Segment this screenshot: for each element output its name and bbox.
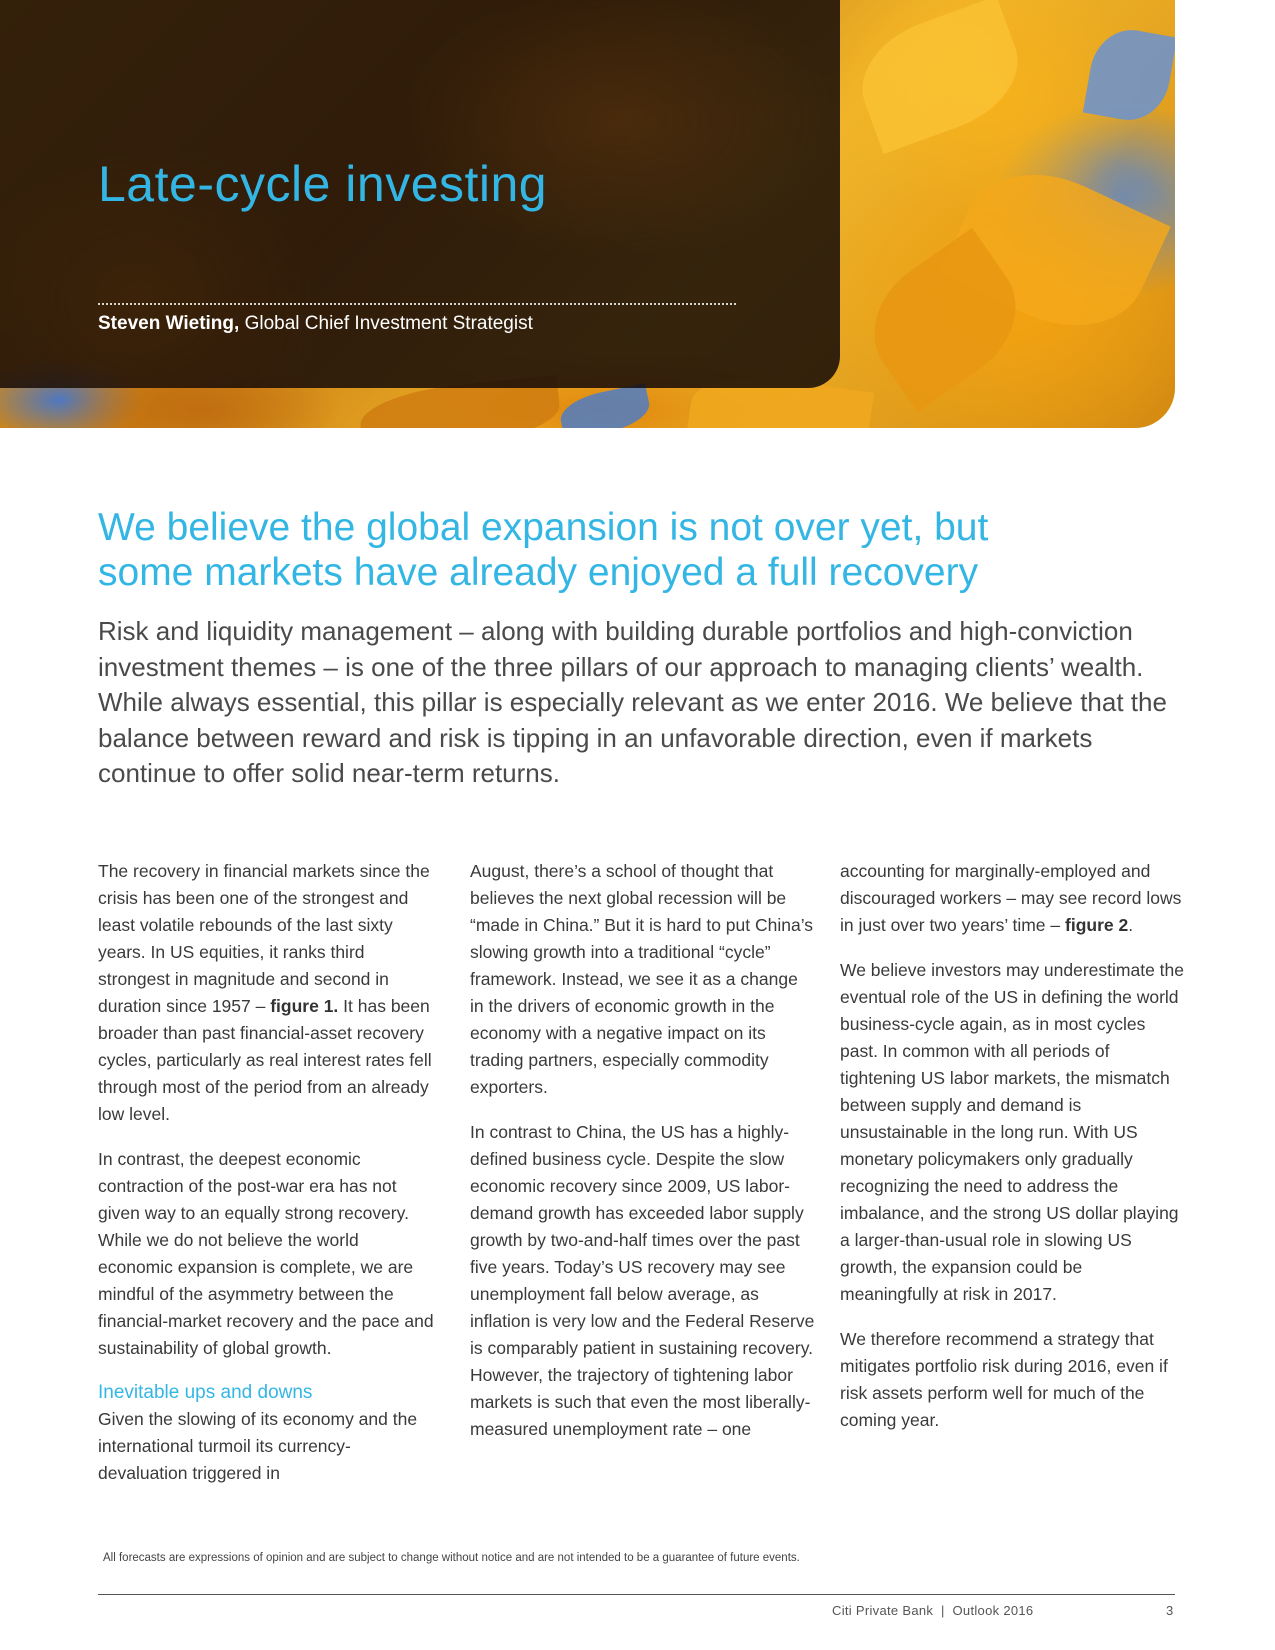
paragraph: In contrast to China, the US has a highly-defined business cycle. Despite the slow economic recovery since 2009, US labor-demand growth has exceeded labor supply growth by two-and-half times over the past five years. Today’s US recovery may see unemployment fall below average, as inflation is very low and the Federal Reserve is comparably patient in sustaining recovery. However, the trajectory of tightening labor markets is such that even the most liberally-measured unemployment rate – one	[470, 1122, 815, 1439]
author-byline	[98, 313, 533, 335]
paragraph: In contrast, the deepest economic contraction of the post-war era has not given way to an equally strong recovery. While we do not believe the world economic expansion is complete, we are mindful of the asymmetry between the financial-market recovery and the pace and sustainability of global growth.	[98, 1149, 434, 1358]
headline-line-1: We believe the global expansion is not over yet, but	[98, 506, 989, 549]
paragraph-text: accounting for marginally-employed and discouraged workers – may see record lows in just over two years’ time –	[840, 861, 1182, 935]
section-headline	[98, 505, 1098, 595]
paragraph-text: The recovery in financial markets since the crisis has been one of the strongest and least volatile rebounds of the last sixty years. In US equities, it ranks third strongest in magnitude and second in duration since 1957 –	[98, 861, 430, 1016]
body-column-3	[840, 858, 1185, 1434]
leaf-decoration	[1083, 24, 1175, 127]
author-role: Global Chief Investment Strategist	[239, 313, 533, 334]
subheading: Inevitable ups and downs	[98, 1382, 313, 1403]
figure-reference: figure 2	[1065, 915, 1129, 935]
figure-reference: figure 1.	[270, 996, 339, 1016]
publication-name: Citi Private Bank | Outlook 2016	[832, 1603, 1034, 1618]
page-number: 3	[1166, 1603, 1174, 1618]
leaf-decoration	[846, 0, 1034, 154]
headline-line-2: some markets have already enjoyed a full recovery	[98, 551, 979, 594]
page-title: Late-cycle investing	[98, 156, 548, 212]
intro-paragraph: Risk and liquidity management – along with building durable portfolios and high-conviction investment themes – is one of the three pillars of our approach to managing clients’ wealth. While always essential, this pillar is especially relevant as we enter 2016. We believe that the balance between reward and risk is tipping in an unfavorable direction, even if markets continue to offer solid near-term returns.	[98, 616, 1167, 788]
paragraph: We therefore recommend a strategy that mitigates portfolio risk during 2016, even if risk assets perform well for much of the coming year.	[840, 1329, 1168, 1430]
body-column-2	[470, 858, 815, 1443]
paragraph: August, there’s a school of thought that believes the next global recession will be “made in China.” But it is hard to put China’s slowing growth into a traditional “cycle” framework. Instead, we see it as a change in the drivers of economic growth in the economy with a negative impact on its trading partners, especially commodity exporters.	[470, 861, 814, 1097]
byline-divider	[98, 303, 736, 305]
hero-banner	[0, 0, 1175, 428]
leaf-decoration	[557, 383, 653, 428]
paragraph: We believe investors may underestimate the eventual role of the US in defining the world business-cycle again, as in most cycles past. In common with all periods of tightening US labor markets, the mismatch between supply and demand is unsustainable in the long run. With US monetary policymakers only gradually recognizing the need to address the imbalance, and the strong US dollar playing a larger-than-usual role in slowing US growth, the expansion could be meaningfully at risk in 2017.	[840, 960, 1185, 1304]
paragraph-text: It has been broader than past financial-asset recovery cycles, particularly as real interest rates fell through most of the period from an already low level.	[98, 996, 432, 1124]
body-column-1	[98, 858, 438, 1487]
paragraph	[98, 858, 438, 1128]
paragraph	[840, 858, 1185, 939]
author-name: Steven Wieting,	[98, 313, 240, 334]
paragraph-text: .	[1128, 915, 1134, 935]
disclaimer: All forecasts are expressions of opinion and are subject to change without notice and are not intended to be a guarantee of future events.	[103, 1552, 800, 1564]
hero-title-panel	[0, 0, 840, 388]
footer-divider	[98, 1594, 1175, 1595]
paragraph: Given the slowing of its economy and the international turmoil its currency-devaluation triggered in	[98, 1409, 418, 1483]
